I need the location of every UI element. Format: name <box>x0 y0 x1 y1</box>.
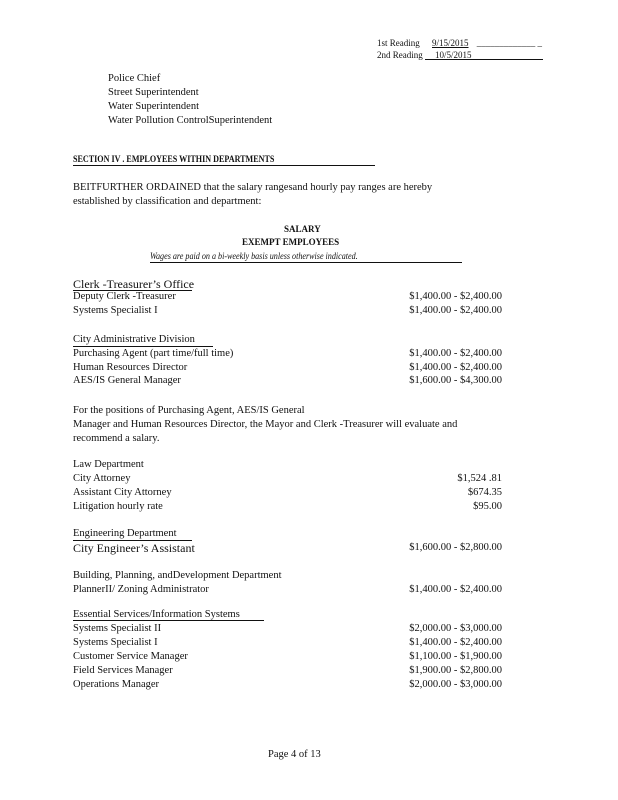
clerk-row-name: Deputy Clerk -Treasurer <box>73 291 176 302</box>
admin-row-name: AES/IS General Manager <box>73 375 181 386</box>
essential-row-name: Operations Manager <box>73 679 160 690</box>
essential-title: Essential Services/Information Systems <box>73 609 240 620</box>
law-row-name: Assistant City Attorney <box>73 487 172 498</box>
law-row-value: $1,524 .81 <box>457 473 502 484</box>
section-heading: SECTION IV . EMPLOYEES WITHIN DEPARTMENTS <box>73 154 275 164</box>
admin-row-value: $1,600.00 - $4,300.00 <box>409 375 502 386</box>
evaluation-paragraph: For the positions of Purchasing Agent, AES/IS General Manager and Human Resources Director, the Mayor and Clerk -Treasurer will evaluate and recommend a salary. <box>73 405 458 444</box>
admin-row-name: Purchasing Agent (part time/full time) <box>73 348 234 359</box>
reading-underline <box>425 59 543 60</box>
section-underline <box>73 165 375 166</box>
admin-title: City Administrative Division <box>73 334 195 345</box>
clerk-row-value: $1,400.00 - $2,400.00 <box>409 291 502 302</box>
intro-text: BEITFURTHER ORDAINED that the salary rangesand hourly pay ranges are hereby established by classification and department: <box>73 182 433 207</box>
law-row-value: $674.35 <box>467 487 502 498</box>
admin-row-value: $1,400.00 - $2,400.00 <box>409 362 502 373</box>
essential-row-value: $1,100.00 - $1,900.00 <box>409 651 502 662</box>
law-row-name: City Attorney <box>73 473 131 484</box>
essential-row-name: Customer Service Manager <box>73 651 188 662</box>
salary-heading: SALARY <box>284 224 321 234</box>
clerk-row-value: $1,400.00 - $2,400.00 <box>409 305 502 316</box>
essential-row-name: Systems Specialist I <box>73 637 158 648</box>
law-title: Law Department <box>73 459 144 470</box>
first-reading: 1st Reading 9/15/2015 _____________ _ <box>377 38 543 48</box>
essential-row-value: $2,000.00 - $3,000.00 <box>409 623 502 634</box>
law-row-name: Litigation hourly rate <box>73 501 163 512</box>
essential-underline <box>73 620 264 621</box>
second-reading: 2nd Reading 10/5/2015 <box>377 50 472 60</box>
positions-list: Police Chief Street Superintendent Water Superintendent Water Pollution ControlSuperintendent <box>108 73 273 126</box>
building-row-value: $1,400.00 - $2,400.00 <box>409 584 502 595</box>
engineering-row-name: City Engineer’s Assistant <box>73 541 195 555</box>
wages-note-underline <box>150 262 462 263</box>
clerk-row-name: Systems Specialist I <box>73 305 158 316</box>
essential-row-value: $1,900.00 - $2,800.00 <box>409 665 502 676</box>
exempt-heading: EXEMPT EMPLOYEES <box>242 237 340 247</box>
clerk-title: Clerk -Treasurer’s Office <box>73 277 195 291</box>
essential-row-name: Field Services Manager <box>73 665 173 676</box>
admin-row-value: $1,400.00 - $2,400.00 <box>409 348 502 359</box>
building-title: Building, Planning, andDevelopment Department <box>73 570 282 581</box>
admin-underline <box>73 346 213 347</box>
law-row-value: $95.00 <box>473 501 502 512</box>
essential-row-value: $2,000.00 - $3,000.00 <box>409 679 502 690</box>
essential-row-name: Systems Specialist II <box>73 623 162 634</box>
essential-row-value: $1,400.00 - $2,400.00 <box>409 637 502 648</box>
building-row-name: PlannerII/ Zoning Administrator <box>73 584 209 595</box>
page-number: Page 4 of 13 <box>268 749 321 760</box>
wages-note: Wages are paid on a bi-weekly basis unless otherwise indicated. <box>150 251 358 261</box>
engineering-row-value: $1,600.00 - $2,800.00 <box>409 542 502 553</box>
engineering-title: Engineering Department <box>73 528 177 539</box>
admin-row-name: Human Resources Director <box>73 362 188 373</box>
